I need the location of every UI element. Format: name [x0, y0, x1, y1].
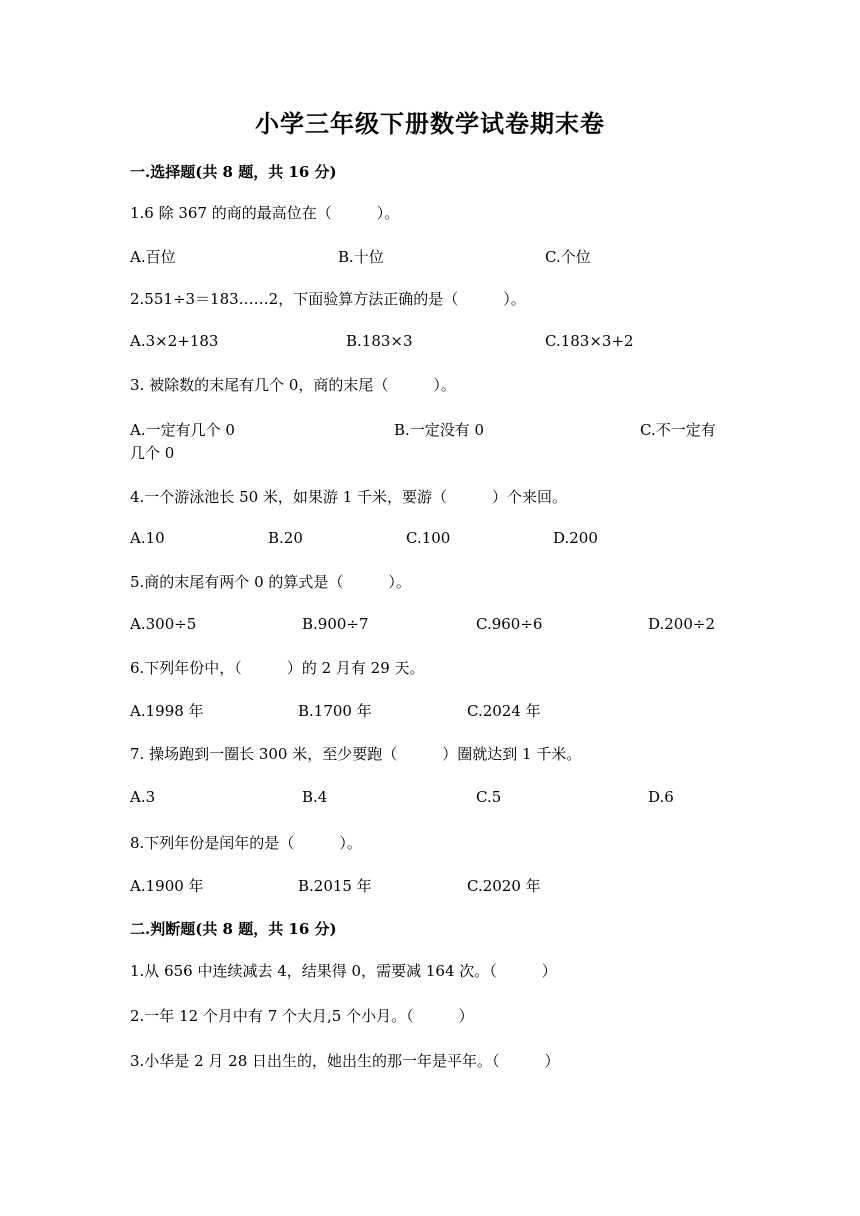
option-3-c-continued: 几个 0	[130, 444, 175, 462]
option-8-c: C.2020 年	[467, 877, 541, 895]
question-3: 3. 被除数的末尾有几个 0，商的末尾（ ）。	[130, 376, 456, 394]
exam-title: 小学三年级下册数学试卷期末卷	[255, 109, 605, 138]
option-2-c: C.183×3+2	[545, 332, 634, 350]
option-3-b: B.一定没有 0	[394, 421, 485, 439]
judgement-question-2: 2.一年 12 个月中有 7 个大月,5 个小月。（ ）	[130, 1007, 474, 1025]
option-1-a: A.百位	[130, 248, 176, 266]
question-2: 2.551÷3＝183……2，下面验算方法正确的是（ ）。	[130, 290, 526, 308]
judgement-question-1: 1.从 656 中连续减去 4，结果得 0，需要减 164 次。（ ）	[130, 962, 557, 980]
option-8-a: A.1900 年	[130, 877, 204, 895]
option-4-d: D.200	[553, 529, 598, 547]
option-4-b: B.20	[268, 529, 303, 547]
option-7-a: A.3	[130, 788, 156, 806]
option-1-b: B.十位	[338, 248, 384, 266]
question-7: 7. 操场跑到一圈长 300 米，至少要跑（ ）圈就达到 1 千米。	[130, 745, 582, 763]
option-3-c: C.不一定有	[640, 421, 716, 439]
question-8: 8.下列年份是闰年的是（ ）。	[130, 834, 362, 852]
section-heading-judgement: 二.判断题(共 8 题，共 16 分)	[130, 920, 337, 938]
section-heading-choice: 一.选择题(共 8 题，共 16 分)	[130, 163, 337, 181]
option-6-c: C.2024 年	[467, 702, 541, 720]
option-7-b: B.4	[302, 788, 328, 806]
option-5-a: A.300÷5	[130, 615, 197, 633]
judgement-question-3: 3.小华是 2 月 28 日出生的，她出生的那一年是平年。（ ）	[130, 1052, 560, 1070]
option-8-b: B.2015 年	[298, 877, 372, 895]
option-4-c: C.100	[406, 529, 451, 547]
option-5-c: C.960÷6	[476, 615, 543, 633]
option-5-b: B.900÷7	[302, 615, 369, 633]
question-6: 6.下列年份中，（ ）的 2 月有 29 天。	[130, 659, 425, 677]
option-2-a: A.3×2+183	[130, 332, 219, 350]
option-2-b: B.183×3	[346, 332, 413, 350]
question-5: 5.商的末尾有两个 0 的算式是（ ）。	[130, 573, 411, 591]
option-3-a: A.一定有几个 0	[130, 421, 235, 439]
option-5-d: D.200÷2	[648, 615, 716, 633]
option-7-c: C.5	[476, 788, 502, 806]
option-1-c: C.个位	[545, 248, 591, 266]
question-4: 4.一个游泳池长 50 米，如果游 1 千米，要游（ ）个来回。	[130, 488, 568, 506]
option-4-a: A.10	[130, 529, 165, 547]
option-6-a: A.1998 年	[130, 702, 204, 720]
option-7-d: D.6	[648, 788, 674, 806]
option-6-b: B.1700 年	[298, 702, 372, 720]
question-1: 1.6 除 367 的商的最高位在（ ）。	[130, 204, 400, 222]
